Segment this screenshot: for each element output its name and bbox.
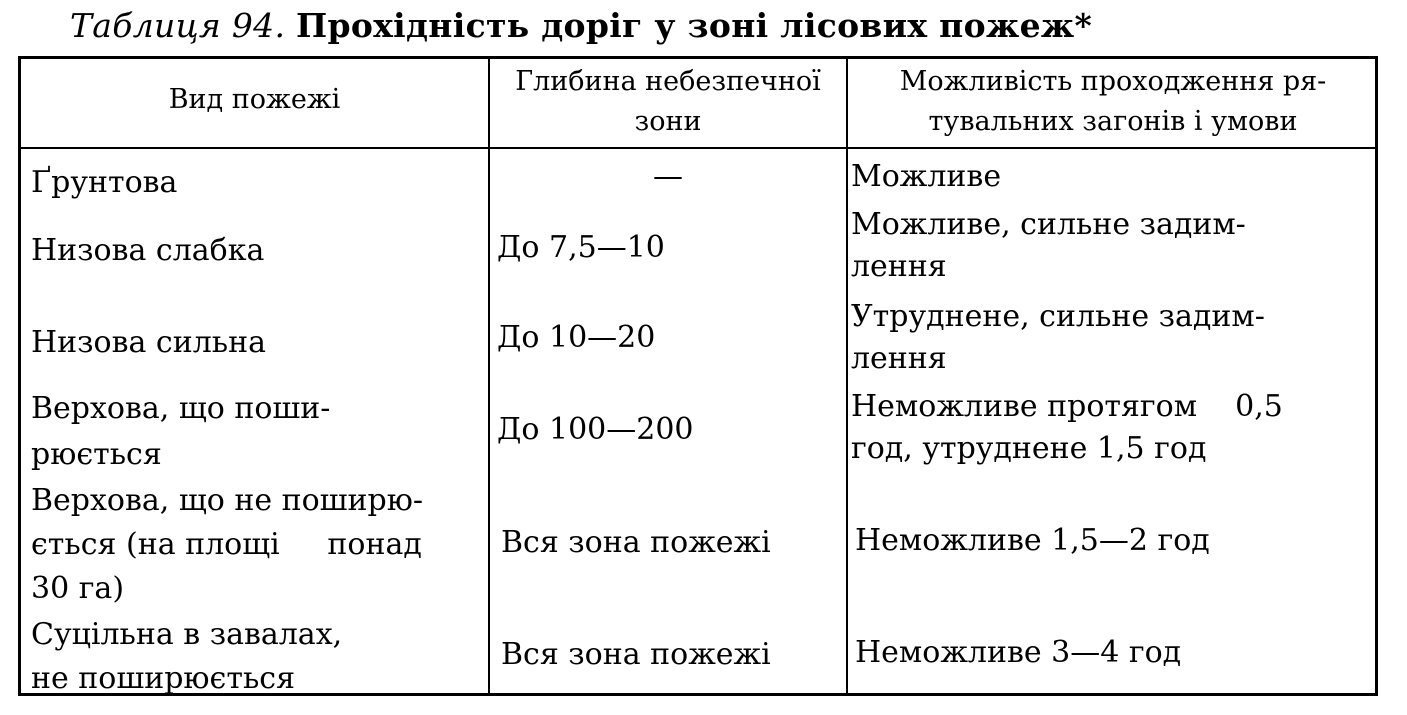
row3-passability-line1: Утруднене, сильне задим- [851, 299, 1265, 334]
row2-fire-type: Низова слабка [31, 233, 265, 268]
table-caption [70, 6, 1092, 45]
row5-depth: Вся зона пожежі [501, 525, 771, 560]
header-divider [21, 147, 1375, 149]
row5-fire-type-line3: 30 га) [31, 571, 125, 606]
row6-passability: Неможливе 3—4 год [855, 635, 1182, 670]
header-depth-line2: зони [634, 106, 702, 137]
row4-passability-line1: Неможливе протягом 0,5 [851, 389, 1283, 424]
column-divider-2 [846, 59, 848, 693]
row2-passability-line2: лення [851, 249, 947, 284]
table-number: Таблиця 94. [70, 6, 286, 45]
row4-fire-type-line2: рюється [31, 437, 162, 472]
header-depth-line1: Глибина небезпечної [515, 66, 821, 97]
row4-passability-line2: год, утруднене 1,5 год [851, 431, 1207, 466]
row5-fire-type-line1: Верхова, що не поширю- [31, 483, 424, 518]
row6-fire-type-line2: не поширюється [31, 661, 296, 696]
row3-depth: До 10—20 [497, 320, 656, 355]
row6-depth: Вся зона пожежі [501, 637, 771, 672]
row1-fire-type: Ґрунтова [31, 165, 178, 200]
row6-fire-type-line1: Суцільна в завалах, [31, 617, 343, 652]
row5-fire-type-line2: ється (на площі понад [31, 527, 422, 562]
row1-passability: Можливе [851, 159, 1002, 194]
header-passability-line1: Можливість проходження ря- [899, 66, 1327, 97]
row2-passability-line1: Можливе, сильне задим- [851, 207, 1246, 242]
row3-fire-type: Низова сильна [31, 325, 266, 360]
column-divider-1 [488, 59, 490, 693]
row5-passability: Неможливе 1,5—2 год [855, 523, 1210, 558]
row2-depth: До 7,5—10 [497, 230, 665, 265]
passability-table [18, 56, 1378, 696]
table-title: Прохідність доріг у зоні лісових пожеж* [296, 6, 1093, 45]
row4-depth: До 100—200 [497, 412, 694, 447]
header-passability-line2: тувальних загонів і умови [928, 106, 1298, 137]
row3-passability-line2: лення [851, 341, 947, 376]
row1-depth: — [653, 159, 683, 194]
header-fire-type: Вид пожежі [168, 84, 341, 115]
row4-fire-type-line1: Верхова, що поши- [31, 391, 331, 426]
